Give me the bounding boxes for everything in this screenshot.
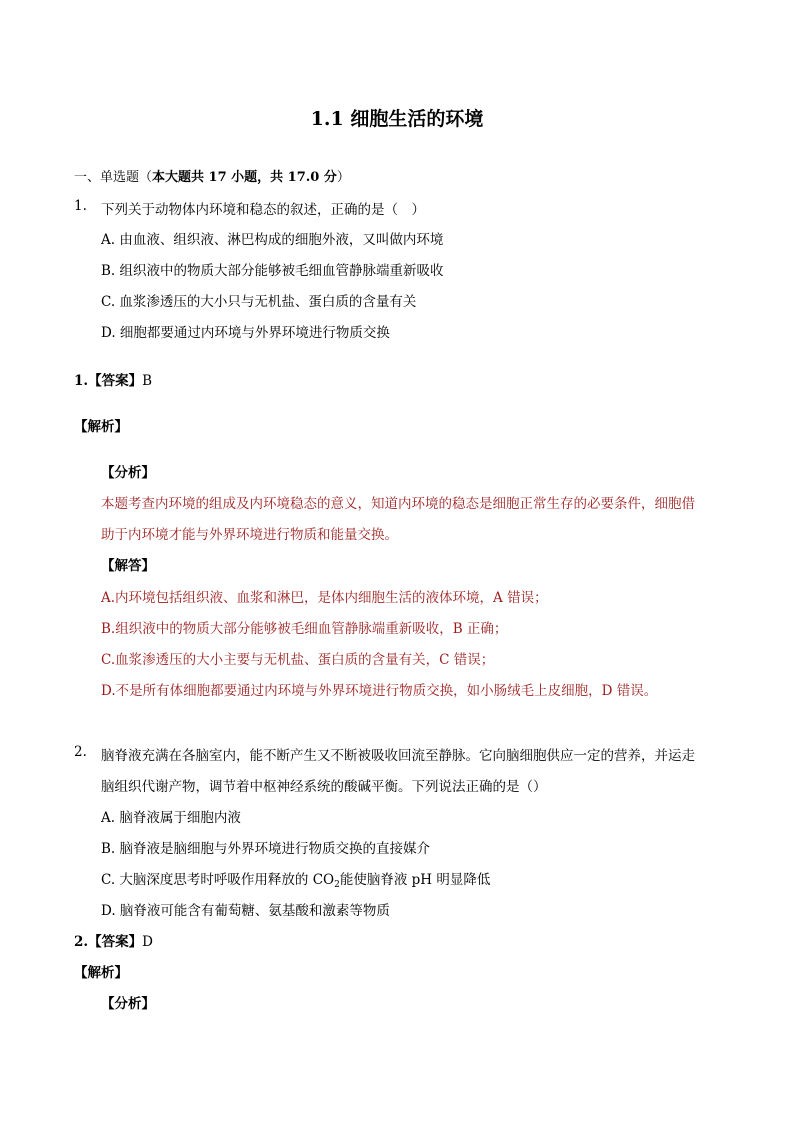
section-header [74, 166, 350, 185]
q1-jieda-label: 【解答】 [101, 558, 155, 574]
q2-answer-value: D [142, 934, 153, 950]
q2-option-c-post: 能使脑脊液 pH 明显降低 [339, 872, 491, 888]
q2-stem-line: 脑组织代谢产物，调节着中枢神经系统的酸碱平衡。下列说法正确的是（） [101, 779, 547, 795]
q2-answer-label: 2.【答案】 [74, 934, 143, 950]
q1-number: 1. [74, 198, 87, 214]
q2-answer [74, 930, 153, 950]
section-prefix: 一、单选题（ [74, 170, 153, 185]
q1-fenxi-line: 本题考查内环境的组成及内环境稳态的意义，知道内环境的稳态是细胞正常生存的必要条件，细胞借 [101, 496, 695, 512]
page-title: 1.1 细胞生活的环境 [310, 108, 484, 130]
q1-answer [74, 369, 152, 389]
q2-option-c-sub: 2 [334, 880, 340, 890]
q1-fenxi-label: 【分析】 [101, 465, 155, 481]
q1-jieda-line: C.血浆渗透压的大小主要与无机盐、蛋白质的含量有关，C 错误； [101, 652, 495, 668]
q1-fenxi-line: 助于内环境才能与外界环境进行物质和能量交换。 [101, 527, 398, 543]
q1-jieda-line: B.组织液中的物质大部分能够被毛细血管静脉端重新吸收，B 正确； [101, 621, 508, 637]
q1-stem: 下列关于动物体内环境和稳态的叙述，正确的是（ ） [101, 202, 425, 218]
q2-fenxi-label: 【分析】 [101, 996, 155, 1012]
section-info: 本大题共 17 小题，共 17.0 分 [152, 170, 337, 185]
q1-option-a: A. 由血液、组织液、淋巴构成的细胞外液，又叫做内环境 [101, 232, 444, 248]
q1-jieda-line: D.不是所有体细胞都要通过内环境与外界环境进行物质交换，如小肠绒毛上皮细胞，D 错误。 [101, 683, 658, 699]
q2-number: 2. [74, 744, 87, 760]
q1-option-b: B. 组织液中的物质大部分能够被毛细血管静脉端重新吸收 [101, 263, 444, 279]
q1-option-c: C. 血浆渗透压的大小只与无机盐、蛋白质的含量有关 [101, 294, 417, 310]
q2-option-b: B. 脑脊液是脑细胞与外界环境进行物质交换的直接媒介 [101, 841, 431, 857]
q2-option-d: D. 脑脊液可能含有葡萄糖、氨基酸和激素等物质 [101, 903, 390, 919]
q1-jieda-line: A.内环境包括组织液、血浆和淋巴，是体内细胞生活的液体环境，A 错误； [101, 590, 548, 606]
q2-option-c-pre: C. 大脑深度思考时呼吸作用释放的 CO [101, 872, 335, 888]
q1-answer-label: 1.【答案】 [74, 373, 143, 389]
q1-analysis-label: 【解析】 [74, 419, 128, 435]
section-suffix: ） [336, 170, 350, 185]
q2-option-a: A. 脑脊液属于细胞内液 [101, 810, 241, 826]
q1-option-d: D. 细胞都要通过内环境与外界环境进行物质交换 [101, 325, 390, 341]
q1-answer-value: B [142, 373, 153, 389]
q2-stem-line: 脑脊液充满在各脑室内，能不断产生又不断被吸收回流至静脉。它向脑细胞供应一定的营养，并运走 [101, 748, 695, 764]
q2-analysis-label: 【解析】 [74, 965, 128, 981]
q2-option-c [101, 868, 490, 890]
